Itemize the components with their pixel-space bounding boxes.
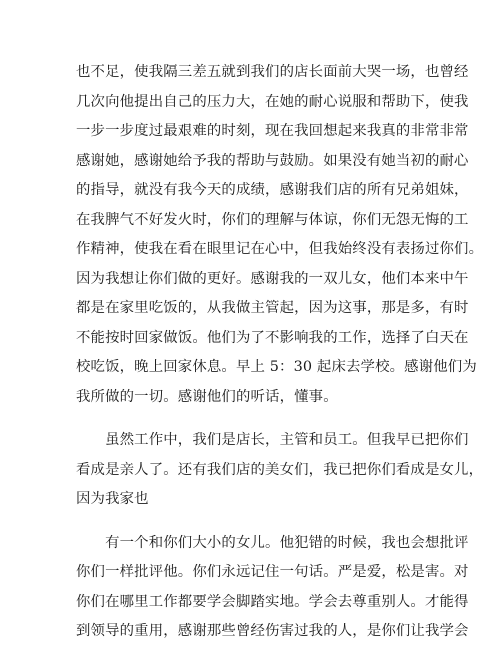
text-line: 因为我想让你们做的更好。感谢我的一双儿女，他们本来中午: [76, 270, 469, 287]
text-line: 看成是亲人了。还有我们店的美女们，我已把你们看成是女儿，: [76, 461, 484, 478]
paragraph-2: [76, 426, 484, 515]
text-line: 不能按时回家做饭。他们为了不影响我的工作，选择了白天在: [76, 329, 469, 346]
paragraph-1: [76, 58, 484, 412]
paragraph-3: [76, 529, 469, 647]
document-body: [76, 58, 484, 647]
text-line: 有一个和你们大小的女儿。他犯错的时候，我也会想批评: [76, 534, 469, 551]
text-line: 的指导，就没有我今天的成绩，感谢我们店的所有兄弟姐妹，: [76, 182, 469, 198]
text-line: 一步一步度过最艰难的时刻，现在我回想起来我真的非常非常: [76, 123, 469, 139]
text-line: 你们一样批评他。你们永远记住一句话。严是爱，松是害。对: [76, 564, 469, 580]
text-line: 在我脾气不好发火时，你们的理解与体谅，你们无怨无悔的工: [76, 211, 469, 228]
paragraph-spacer: [76, 412, 426, 426]
text-line: 你们在哪里工作都要学会脚踏实地。学会去尊重别人。才能得: [76, 593, 469, 610]
text-line: 也不足，使我隔三差五就到我们的店长面前大哭一场，也曾经: [76, 64, 469, 80]
text-line: 虽然工作中，我们是店长，主管和员工。但我早已把你们: [76, 432, 469, 448]
text-line: 作精神，使我在看在眼里记在心中，但我始终没有表扬过你们。: [76, 241, 484, 257]
text-line: 我所做的一切。感谢他们的听话，懂事。: [76, 388, 338, 405]
text-line: 因为我家也: [76, 491, 149, 507]
text-line: 都是在家里吃饭的，从我做主管起，因为这事，那是多，有时: [76, 300, 469, 316]
text-line: 到领导的重用，感谢那些曾经伤害过我的人，是你们让我学会: [76, 623, 469, 639]
text-line: 校吃饭，晚上回家休息。早上 5：30 起床去学校。感谢他们为: [76, 359, 477, 375]
text-line: 感谢她，感谢她给予我的帮助与鼓励。如果没有她当初的耐心: [76, 152, 469, 169]
paragraph-spacer: [76, 515, 426, 529]
text-line: 几次向他提出自己的压力大，在她的耐心说服和帮助下，使我: [76, 93, 469, 110]
